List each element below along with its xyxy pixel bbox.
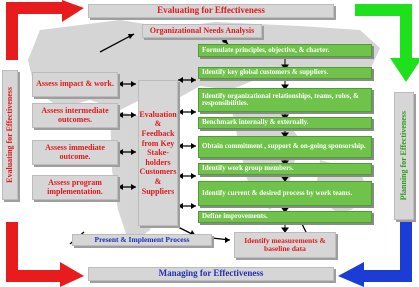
step-2: Identify key global customers & suppliers. (198, 67, 372, 79)
assess-implementation-box: Assess program implementation. (32, 175, 118, 200)
arrow-down-left-blue (338, 222, 412, 287)
step-5: Obtain commitment , support & on-going sponsorship. (198, 136, 372, 158)
left-side-text: Evaluating for Effectiveness (4, 87, 14, 183)
assess-intermediate-box: Assess intermediate outcomes. (32, 103, 118, 128)
arrow-up-left-red-bottom (6, 222, 84, 287)
step-7: Identify current & desired process by work teams. (198, 181, 372, 206)
measurements-box: Identify measurements & baseline data (234, 232, 336, 258)
right-side-banner (394, 92, 414, 220)
bottom-banner: Managing for Effectiveness (88, 267, 334, 281)
step-3: Identify organizational relationships, teams, roles, & responsibilities. (198, 88, 372, 112)
top-banner: Evaluating for Effectiveness (88, 4, 334, 18)
assess-immediate-box: Assess immediate outcome. (32, 140, 118, 165)
present-implement-box: Present & Implement Process (72, 234, 212, 246)
left-side-banner (2, 70, 18, 200)
step-4: Benchmark internally & externally. (198, 117, 372, 129)
needs-analysis-box: Organizational Needs Analysis (142, 24, 262, 38)
assess-impact-box: Assess impact & work. (32, 72, 118, 97)
right-side-text: Planning for Effectiveness (398, 111, 408, 201)
step-1: Formulate principles, objective, & charter. (198, 44, 372, 57)
stakeholder-feedback-box: Evaluation & Feedback from Key Stake-holders Customers & Suppliers (138, 80, 178, 226)
step-6: Identify work group members. (198, 163, 372, 175)
step-8: Define improvements. (198, 211, 372, 223)
